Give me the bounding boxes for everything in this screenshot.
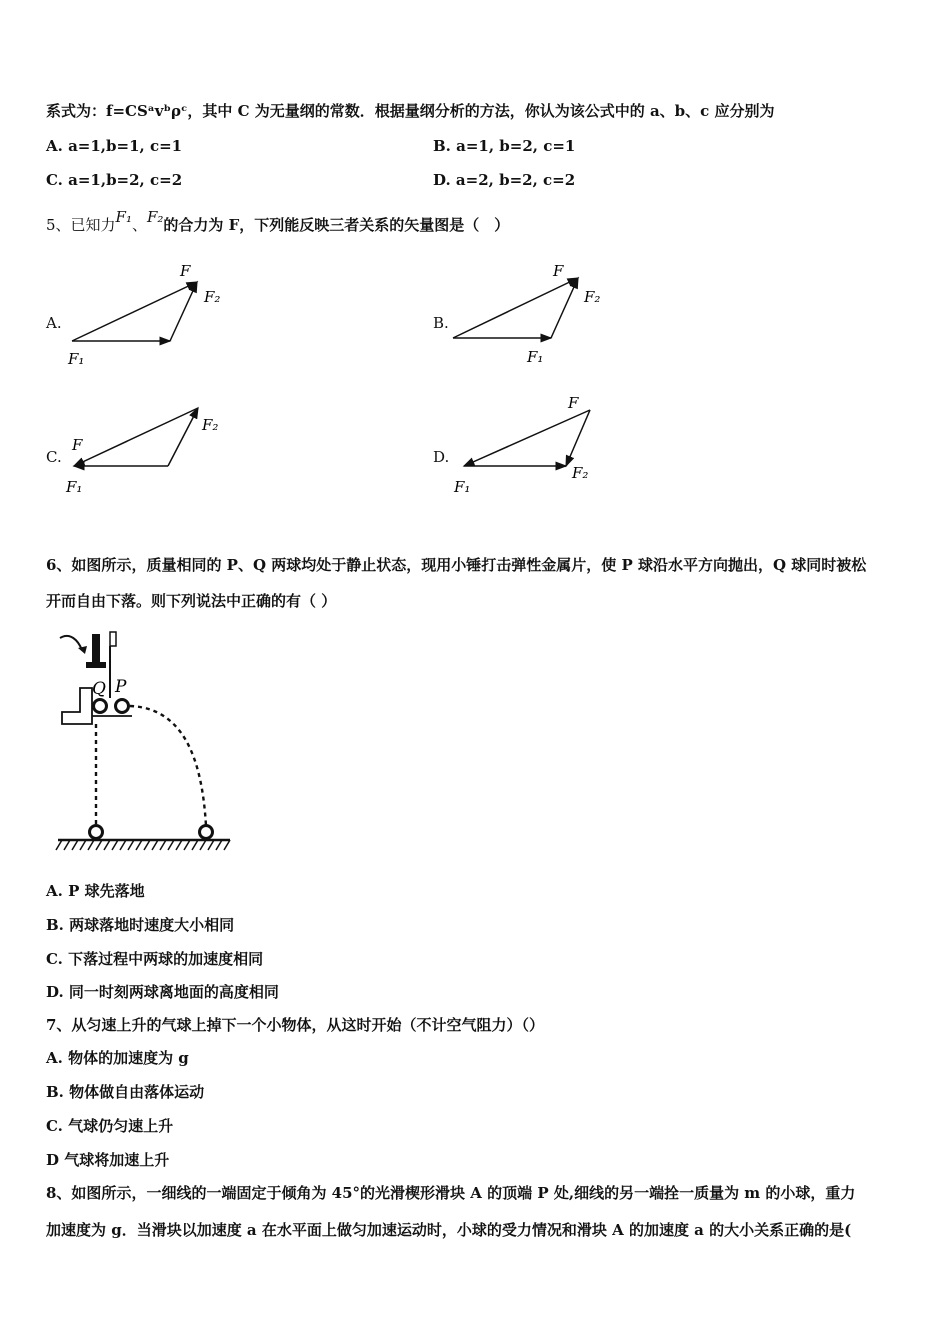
q7-stem: 7、从匀速上升的气球上掉下一个小物体，从这时开始（不计空气阻力）（） xyxy=(46,1016,544,1034)
hammer-arrow-head xyxy=(78,646,87,654)
q5-option-b-label[interactable]: B. xyxy=(433,314,449,332)
label-f2: F₂ xyxy=(202,416,219,434)
q4-option-b[interactable]: B. a=1, b=2, c=1 xyxy=(433,137,576,155)
stand xyxy=(62,688,92,724)
q5-option-c-diagram xyxy=(60,400,240,510)
q8-stem-line2: 加速度为 g．当滑块以加速度 a 在水平面上做匀加速运动时，小球的受力情况和滑块 A 的加速度 a 的大小关系正确的是( xyxy=(46,1221,852,1239)
q5-suffix: 的合力为 F，下列能反映三者关系的矢量图是（ ） xyxy=(163,216,510,234)
label-q: Q xyxy=(92,679,106,699)
label-f: F xyxy=(553,262,564,280)
label-f1: F₁ xyxy=(454,478,471,496)
q7-option-c[interactable]: C. 气球仍匀速上升 xyxy=(46,1117,174,1135)
ball-q xyxy=(94,700,107,713)
q4-option-a[interactable]: A. a=1,b=1, c=1 xyxy=(46,137,183,155)
vector-f2 xyxy=(170,282,197,341)
q4-stem: 系式为：f=CSᵃvᵇρᶜ，其中 C 为无量纲的常数．根据量纲分析的方法，你认为该公式中的 a、b、c 应分别为 xyxy=(46,102,775,120)
q8-stem-line1: 8、如图所示，一细线的一端固定于倾角为 45°的光滑楔形滑块 A 的顶端 P 处,细线的另一端拴一质量为 m 的小球，重力 xyxy=(46,1184,856,1202)
label-f2: F₂ xyxy=(584,288,601,306)
q5-prefix: 5、已知力 xyxy=(46,216,116,234)
q5-option-a-label[interactable]: A. xyxy=(46,314,62,332)
q6-projectile-diagram xyxy=(52,626,242,856)
vector-f2 xyxy=(168,408,198,466)
metal-sheet-top xyxy=(110,632,116,646)
label-f1: F₁ xyxy=(527,348,544,366)
vector-f2 xyxy=(551,278,578,338)
q6-stem-line2: 开而自由下落。则下列说法中正确的有（ ） xyxy=(46,592,337,610)
vector-f xyxy=(74,408,198,466)
q4-option-c[interactable]: C. a=1,b=2, c=2 xyxy=(46,171,183,189)
label-f: F xyxy=(568,394,579,412)
q7-option-b[interactable]: B. 物体做自由落体运动 xyxy=(46,1083,205,1101)
q6-option-a[interactable]: A. P 球先落地 xyxy=(46,882,145,900)
q5-f2: F₂ xyxy=(146,208,164,226)
q5-stem xyxy=(46,208,510,235)
q6-option-d[interactable]: D. 同一时刻两球离地面的高度相同 xyxy=(46,983,279,1001)
ball-p-landed xyxy=(200,826,213,839)
label-f1: F₁ xyxy=(68,350,85,368)
q5-option-d-label[interactable]: D. xyxy=(433,448,450,466)
q5-f1: F₁ xyxy=(115,208,132,226)
q5-option-b-diagram xyxy=(445,258,625,373)
q5-option-d-diagram xyxy=(450,392,630,507)
label-f: F xyxy=(180,262,191,280)
ball-q-landed xyxy=(90,826,103,839)
ground-hatching xyxy=(56,840,230,850)
label-f2: F₂ xyxy=(572,464,589,482)
q5-sep: 、 xyxy=(131,216,147,234)
hammer-head xyxy=(86,662,106,668)
projectile-path xyxy=(130,706,206,826)
vector-f xyxy=(72,282,197,341)
ball-p xyxy=(116,700,129,713)
q7-option-a[interactable]: A. 物体的加速度为 g xyxy=(46,1049,189,1067)
q5-option-c-label[interactable]: C. xyxy=(46,448,62,466)
label-f1: F₁ xyxy=(66,478,83,496)
label-p: P xyxy=(115,677,127,697)
label-f2: F₂ xyxy=(204,288,221,306)
q6-option-b[interactable]: B. 两球落地时速度大小相同 xyxy=(46,916,235,934)
vector-f xyxy=(464,410,590,466)
q5-option-a-diagram xyxy=(60,258,240,373)
vector-f xyxy=(453,278,578,338)
q6-option-c[interactable]: C. 下落过程中两球的加速度相同 xyxy=(46,950,264,968)
q6-stem-line1: 6、如图所示，质量相同的 P、Q 两球均处于静止状态，现用小锤打击弹性金属片，使 P 球沿水平方向抛出，Q 球同时被松 xyxy=(46,556,867,574)
q7-option-d[interactable]: D 气球将加速上升 xyxy=(46,1151,170,1169)
q4-option-d[interactable]: D. a=2, b=2, c=2 xyxy=(433,171,576,189)
label-f: F xyxy=(72,436,83,454)
